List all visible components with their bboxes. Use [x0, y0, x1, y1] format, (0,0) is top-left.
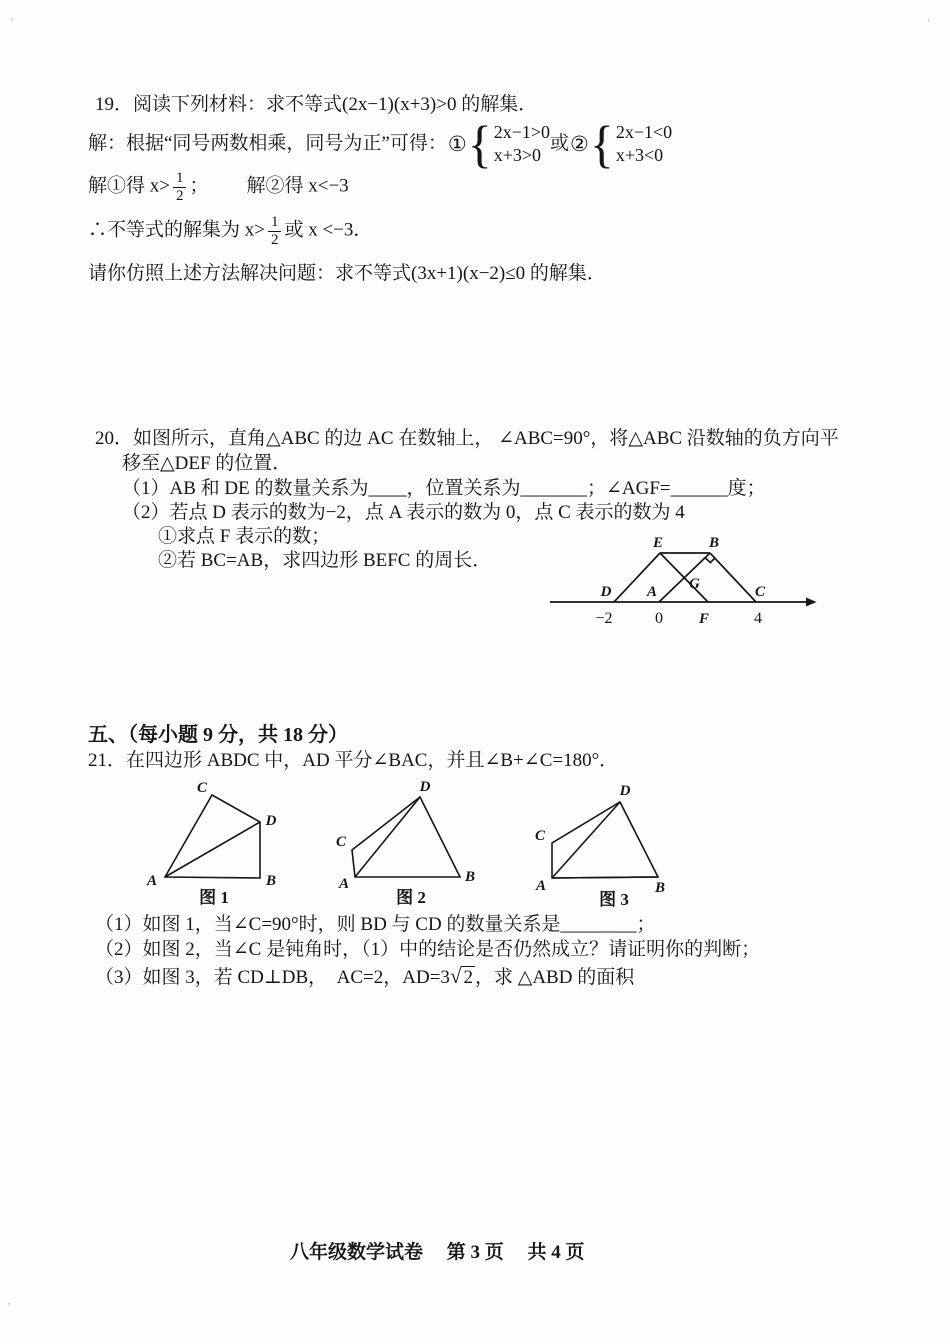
q21-item-2: （2）如图 2，当∠C 是钝角时，（1）中的结论是否仍然成立？请证明你的判断；: [95, 939, 761, 960]
axis-arrow-icon: [806, 598, 817, 607]
fig1-label-C: C: [196, 780, 208, 796]
q21-figure-2: [333, 778, 503, 913]
q21-title: 21．在四边形 ABDC 中，AD 平分∠BAC，并且∠B+∠C=180°．: [88, 750, 619, 771]
fraction-one-half: $\frac{1}{2}$: [173, 170, 187, 204]
figure2-lines: [352, 797, 460, 877]
q21-item3-prefix: （3）如图 3，若 CD⊥DB， AC=2，AD=3: [95, 967, 450, 988]
tick-label-4: 4: [754, 610, 762, 627]
q19-solve-prefix: 解：根据“同号两数相乘，同号为正”可得：: [88, 133, 447, 155]
tick-label-0: 0: [655, 610, 663, 627]
fraction-one-half: $\frac{1}{2}$: [268, 214, 282, 248]
left-brace: {: [589, 114, 614, 174]
fig2-label-C: C: [335, 834, 347, 850]
q19-system-1: [494, 121, 550, 168]
scan-artifact: ,: [8, 1296, 11, 1306]
circled-two: ②: [570, 131, 589, 156]
fig2-label-B: B: [464, 869, 476, 885]
q20-number-line-diagram: [548, 530, 818, 630]
scan-artifact: ': [928, 18, 930, 28]
scan-artifact: ': [11, 17, 13, 27]
q20-subitem-2: ②若 BC=AB，求四边形 BEFC 的周长．: [158, 550, 492, 571]
fig1-label-D: D: [265, 813, 277, 829]
fig3-caption: 图 3: [599, 890, 629, 909]
fig3-label-D: D: [619, 783, 631, 799]
q19-system1-line1: 2x−1>0: [493, 121, 551, 142]
tick-label-F: F: [698, 611, 710, 627]
q19-title: 19．阅读下列材料：求不等式(2x−1)(x+3)>0 的解集．: [95, 94, 538, 115]
q19-step2: 解②得 x<−3: [246, 175, 349, 197]
point-label-B: B: [708, 535, 720, 551]
q19-or: 或: [550, 133, 570, 155]
q19-system-2: [616, 121, 672, 168]
sqrt-icon: √: [449, 964, 462, 988]
point-label-G: G: [689, 576, 700, 592]
q20-item-2: （2）若点 D 表示的数为−2，点 A 表示的数为 0，点 C 表示的数为 4: [122, 502, 685, 523]
section-5-heading: 五、（每小题 9 分，共 18 分）: [88, 724, 348, 746]
q20-item-1: （1）AB 和 DE 的数量关系为____，位置关系为_______；∠AGF=______度；: [122, 478, 766, 499]
q21-item3-radicand: 2: [463, 967, 473, 988]
q19-step-line: [88, 170, 349, 204]
q19-conclusion-line: [88, 214, 372, 248]
q21-figure-3: [528, 778, 708, 913]
figure1-lines: [165, 795, 260, 878]
fig1-label-B: B: [265, 873, 277, 889]
q20-title-line2: 移至△DEF 的位置．: [122, 453, 292, 474]
fig2-label-A: A: [338, 876, 350, 892]
point-label-D: D: [600, 584, 612, 600]
point-label-E: E: [652, 535, 664, 551]
circled-one: ①: [447, 131, 467, 156]
q19-step1-prefix: 解①得 x>: [88, 175, 170, 197]
fig3-label-C: C: [534, 828, 546, 844]
q19-step1-suffix: ；: [189, 175, 209, 197]
q20-title-line1: 20．如图所示，直角△ABC 的边 AC 在数轴上， ∠ABC=90°，将△ABC 沿数轴的负方向平: [95, 428, 839, 449]
point-label-A: A: [646, 584, 658, 600]
point-label-C: C: [754, 584, 766, 600]
tick-label-minus2: −2: [595, 610, 613, 627]
fig2-label-D: D: [419, 779, 431, 795]
q19-conclusion-suffix: 或 x <−3．: [284, 219, 373, 241]
fig1-label-A: A: [146, 873, 158, 889]
fig3-label-B: B: [654, 880, 666, 896]
q19-system2-line2: x+3<0: [615, 145, 664, 165]
q19-solution-line: [88, 114, 673, 174]
left-brace: {: [467, 114, 492, 174]
figure3-lines: [552, 802, 658, 878]
page-footer: 八年级数学试卷 第 3 页 共 4 页: [290, 1242, 585, 1263]
q21-item3-suffix: ，求 △ABD 的面积: [474, 967, 635, 988]
q19-system1-line2: x+3>0: [493, 145, 542, 165]
fig2-caption: 图 2: [396, 888, 426, 907]
fig3-label-A: A: [535, 878, 547, 894]
fig1-caption: 图 1: [199, 888, 229, 907]
q21-figure-1: [140, 778, 310, 913]
right-angle-mark: [705, 558, 715, 563]
q19-task: 请你仿照上述方法解决问题：求不等式(3x+1)(x−2)≤0 的解集．: [88, 263, 606, 284]
q19-conclusion-prefix: ∴不等式的解集为 x>: [88, 219, 265, 241]
q20-subitem-1: ①求点 F 表示的数；: [158, 526, 331, 547]
diagram-lines: [550, 553, 806, 602]
q21-item-3: [95, 963, 634, 990]
q19-system2-line1: 2x−1<0: [615, 121, 673, 142]
q21-item-1: （1）如图 1，当∠C=90°时，则 BD 与 CD 的数量关系是________；: [95, 914, 656, 935]
